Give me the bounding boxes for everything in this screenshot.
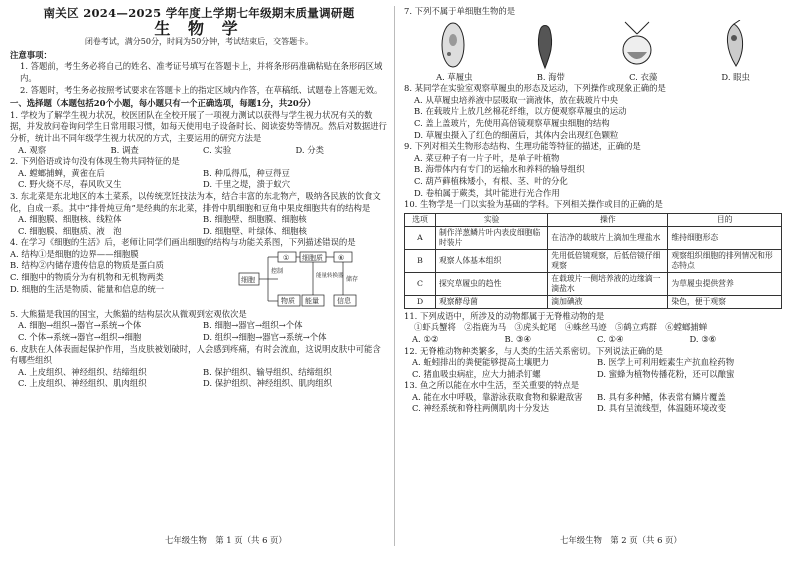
table-cell: 维持细胞形态 [668, 226, 782, 249]
question-12-stem: 12. 无脊椎动物种类繁多，与人类的生活关系密切。下列说法正确的是 [404, 345, 663, 356]
exam-subject: 生 物 学 [154, 18, 244, 38]
question-1-options [10, 145, 388, 157]
table-cell: 在洁净的载玻片上滴加生理盐水 [548, 226, 668, 249]
exam-title: 南关区 2024—2025 学年度上学期七年级期末质量调研题 [43, 6, 355, 20]
table-cell: D [405, 295, 436, 308]
question-option[interactable]: A. 结构①是细胞的边界——细胞膜 [10, 248, 139, 259]
question-option[interactable]: D. 细胞的生活是物质、能量和信息的统一 [10, 283, 165, 294]
exam-meta: 闭卷考试，满分50分，时间为50分钟，考试结束后，交答题卡。 [84, 37, 314, 47]
page-2-footer: 七年级生物 第 2 页（共 6 页） [560, 535, 682, 545]
question-option[interactable]: C. 细胞膜、细胞质、液 泡 [18, 225, 122, 236]
question-option[interactable]: C. 葫芦藓植株矮小，有根、茎、叶的分化 [414, 175, 568, 186]
question-4-options [10, 249, 230, 295]
question-option[interactable]: D. 具有呈流线型，体温随环境改变 [597, 403, 726, 414]
question-1-stem: 1. 学校为了解学生视力状况，校医团队在全校开展了一项视力测试以获得与学生视力状况有关的数据，并发放问卷询问学生日常用眼习惯，如每天使用电子设备时长、阅读姿势等情况。然后对数据进行分析，统计出不同年级学生视力状况的方式，主要运用的研究方法是 [10, 109, 387, 143]
question-8-options [404, 95, 782, 141]
question-option[interactable]: C. 野火烧不尽，春风吹又生 [18, 179, 122, 190]
question-option[interactable]: D. 保护组织、神经组织、肌肉组织 [203, 378, 332, 389]
table-cell: 为草履虫提供营养 [668, 272, 782, 295]
question-option[interactable]: C. 衣藻 [629, 71, 658, 82]
question-option[interactable]: D. 卷柏属于蕨类，其叶能进行光合作用 [414, 187, 560, 198]
question-option[interactable]: B. 具有多种鳍，体表常有鳞片覆盖 [597, 391, 726, 402]
question-6-options [10, 367, 388, 390]
diagram-info-label: 信息 [337, 296, 351, 305]
question-option[interactable]: A. 细胞→组织→器官→系统→个体 [18, 320, 142, 331]
table-cell: C [405, 272, 436, 295]
question-8-stem: 8. 某同学在实验室观察草履虫的形态及运动，下列操作或现象正确的是 [404, 83, 666, 94]
question-13-stem: 13. 鱼之所以能在水中生活，至关重要的特点是 [404, 380, 580, 391]
note-2: 2. 答题时，考生务必按照考试要求在答题卡上的指定区域内作答，在草稿纸、试题卷上答题无效。 [20, 84, 383, 95]
question-6-stem: 6. 皮肤在人体表面起保护作用，当皮肤被划破时，人会感到疼痛，有时会流血，这说明皮肤中可能含有哪些组织 [10, 343, 381, 366]
table-cell: 探究草履虫的趋性 [436, 272, 548, 295]
question-option[interactable]: A. 螳螂捕蝉，黄雀在后 [18, 167, 105, 178]
question-option[interactable]: B. ③④ [504, 333, 531, 344]
question-13-options [404, 392, 782, 415]
question-5-stem: 5. 大熊猫是我国的国宝，大熊猫的结构层次从微观到宏观依次是 [10, 308, 247, 319]
table-header: 选项 [405, 213, 436, 226]
question-option[interactable]: A. ①② [412, 333, 439, 344]
question-option[interactable]: C. 个体→系统→器官→组织→细胞 [18, 332, 142, 343]
euglena-image [714, 20, 754, 70]
table-cell: 观察酵母菌 [436, 295, 548, 308]
question-option[interactable]: B. 保护组织、输导组织、结缔组织 [203, 366, 332, 377]
notes-heading: 注意事项： [10, 49, 52, 60]
table-row[interactable] [405, 295, 782, 308]
column-divider [394, 6, 395, 546]
question-option[interactable]: A. 观察 [18, 144, 47, 155]
table-cell: 在载玻片一侧培养液的边缘滴一滴盐水 [548, 272, 668, 295]
table-cell: A [405, 226, 436, 249]
table-cell: B [405, 249, 436, 272]
question-option[interactable]: B. 海带 [536, 71, 565, 82]
question-option[interactable]: B. 种瓜得瓜，种豆得豆 [203, 167, 290, 178]
question-4-stem: 4. 在学习《细胞的生活》后，老师让同学们画出细胞的结构与功能关系图，下列描述错误的是 [10, 237, 356, 248]
table-cell: 制作洋葱鳞片叶内表皮细胞临时装片 [436, 226, 548, 249]
page-1-footer: 七年级生物 第 1 页（共 6 页） [165, 535, 287, 545]
table-cell: 滴加碘液 [548, 295, 668, 308]
question-option[interactable]: B. 细胞壁、细胞膜、细胞核 [203, 214, 307, 225]
diagram-converter-label: 能量转换器 [316, 272, 344, 279]
diagram-node-3: ⑥ [338, 253, 345, 262]
section-heading: 一、选择题（本题包括20个小题，每小题只有一个正确选项，每题1分，共20分） [10, 98, 316, 109]
question-11-items: ①虾兵蟹将 ②指鹿为马 ③虎头蛇尾 ④蛛丝马迹 ⑤鹤立鸡群 ⑥螳螂捕蝉 [414, 322, 708, 333]
question-option[interactable]: B. 医学上可利用蛭素生产抗血栓药物 [597, 357, 735, 368]
diagram-matter-label: 物质 [281, 296, 295, 305]
question-option[interactable]: D. 分类 [295, 144, 324, 155]
question-7-stem: 7. 下列不属于单细胞生物的是 [404, 6, 516, 16]
question-option[interactable]: D. 草履虫摄入了红色的细菌后，其体内会出现红色颗粒 [414, 129, 619, 140]
question-option[interactable]: B. 结构②内储存遗传信息的物质是蛋白质 [10, 260, 164, 271]
question-option[interactable]: C. ①④ [597, 333, 624, 344]
kelp-image [530, 20, 560, 70]
table-header: 实验 [436, 213, 548, 226]
question-2-options [10, 168, 388, 191]
question-option[interactable]: D. 眼虫 [721, 71, 750, 82]
cell-structure-diagram [238, 251, 388, 309]
question-option[interactable]: C. 实验 [203, 144, 232, 155]
table-cell: 染色，便于观察 [668, 295, 782, 308]
page-2 [404, 6, 782, 415]
question-3-stem: 3. 东北菜是东北地区的本土菜系，以传统烹饪技法为本，结合丰富的东北物产，吸纳各民族的饮食文化，自成一系。其中“排骨炖豆角”是经典的东北菜，排骨中肌细胞和豆角中果皮细胞共有的结构是 [10, 190, 381, 213]
question-option[interactable]: C. 盖上盖玻片，先使用高倍镜观察草履虫细胞的结构 [414, 117, 610, 128]
question-11-options [404, 334, 782, 346]
diagram-cell-label: 细胞 [241, 275, 255, 284]
table-cell: 先用低倍镜观察，后低倍镜仔细观察 [548, 249, 668, 272]
paramecium-image [433, 20, 473, 70]
question-2-stem: 2. 下列俗语或诗句没有体现生物共同特征的是 [10, 156, 180, 167]
question-option[interactable]: B. 在载玻片上放几丝棉花纤维，以方便观察草履虫的运动 [414, 106, 627, 117]
table-header-row [405, 213, 782, 226]
question-option[interactable]: A. 能在水中呼吸，靠游泳获取食物和躲避敌害 [412, 391, 583, 402]
question-option[interactable]: D. 蜜蜂为植物传播花粉，还可以酿蜜 [597, 368, 735, 379]
question-3-options [10, 214, 388, 237]
question-option[interactable]: B. 细胞→器官→组织→个体 [203, 320, 303, 331]
diagram-store-label: 储存 [346, 275, 359, 283]
question-option[interactable]: A. 上皮组织、神经组织、结缔组织 [18, 366, 147, 377]
diagram-node-2: 细胞质 [302, 253, 323, 262]
table-row[interactable] [405, 249, 782, 272]
question-12-options [404, 357, 782, 380]
question-option[interactable]: D. ③⑥ [689, 333, 717, 344]
page-1 [10, 6, 388, 390]
question-4-body [10, 249, 388, 309]
table-cell: 观察组织细胞的排列情况和形态特点 [668, 249, 782, 272]
question-option[interactable]: C. 神经系统和脊柱两侧肌肉十分发达 [412, 403, 550, 414]
question-7-options [404, 72, 782, 84]
question-option[interactable]: A. 蚯蚓排出的粪便能够提高土壤肥力 [412, 357, 549, 368]
table-header: 操作 [548, 213, 668, 226]
table-header: 目的 [668, 213, 782, 226]
question-option[interactable]: D. 组织→细胞→器官→系统→个体 [203, 332, 327, 343]
question-option[interactable]: A. 菜豆种子有一片子叶，是单子叶植物 [414, 152, 560, 163]
question-5-options [10, 320, 388, 343]
question-option[interactable]: C. 上皮组织、神经组织、肌肉组织 [18, 378, 147, 389]
question-option[interactable]: C. 细胞中的物质分为有机物和无机物两类 [10, 272, 164, 283]
question-option[interactable]: D. 细胞壁、叶绿体、细胞核 [203, 225, 307, 236]
organism-images [404, 20, 782, 70]
diagram-control-label: 控制 [271, 267, 284, 275]
diagram-energy-label: 能量 [305, 296, 319, 305]
question-option[interactable]: A. 细胞膜、细胞核、线粒体 [18, 214, 122, 225]
question-9-stem: 9. 下列对相关生物形态结构、生理功能等特征的描述，正确的是 [404, 141, 641, 152]
diagram-node-1: ① [283, 253, 290, 262]
question-11-stem: 11. 下列成语中，所涉及的动物都属于无脊椎动物的是 [404, 310, 605, 321]
experiment-table [404, 213, 782, 309]
question-option[interactable]: B. 海带体内有专门的运输水和养料的输导组织 [414, 164, 585, 175]
note-1: 1. 答题前，考生务必将自己的姓名、准考证号填写在答题卡上，并将条形码准确粘贴在条形码区域内。 [20, 61, 383, 83]
table-row[interactable] [405, 226, 782, 249]
question-option[interactable]: A. 从草履虫培养液中层吸取一滴液体，放在载玻片中央 [414, 94, 618, 105]
question-9-options [404, 153, 782, 199]
table-row[interactable] [405, 272, 782, 295]
question-option[interactable]: A. 草履虫 [436, 71, 473, 82]
chlamydomonas-image [617, 20, 657, 70]
question-option[interactable]: B. 调查 [110, 144, 139, 155]
question-option[interactable]: C. 猪血吸虫病症，应大力捕杀钉螺 [412, 368, 541, 379]
table-cell: 观察人体基本组织 [436, 249, 548, 272]
question-option[interactable]: D. 千里之堤，溃于蚁穴 [203, 179, 291, 190]
question-10-stem: 10. 生物学是一门以实验为基础的学科。下列相关操作或目的正确的是 [404, 199, 663, 210]
